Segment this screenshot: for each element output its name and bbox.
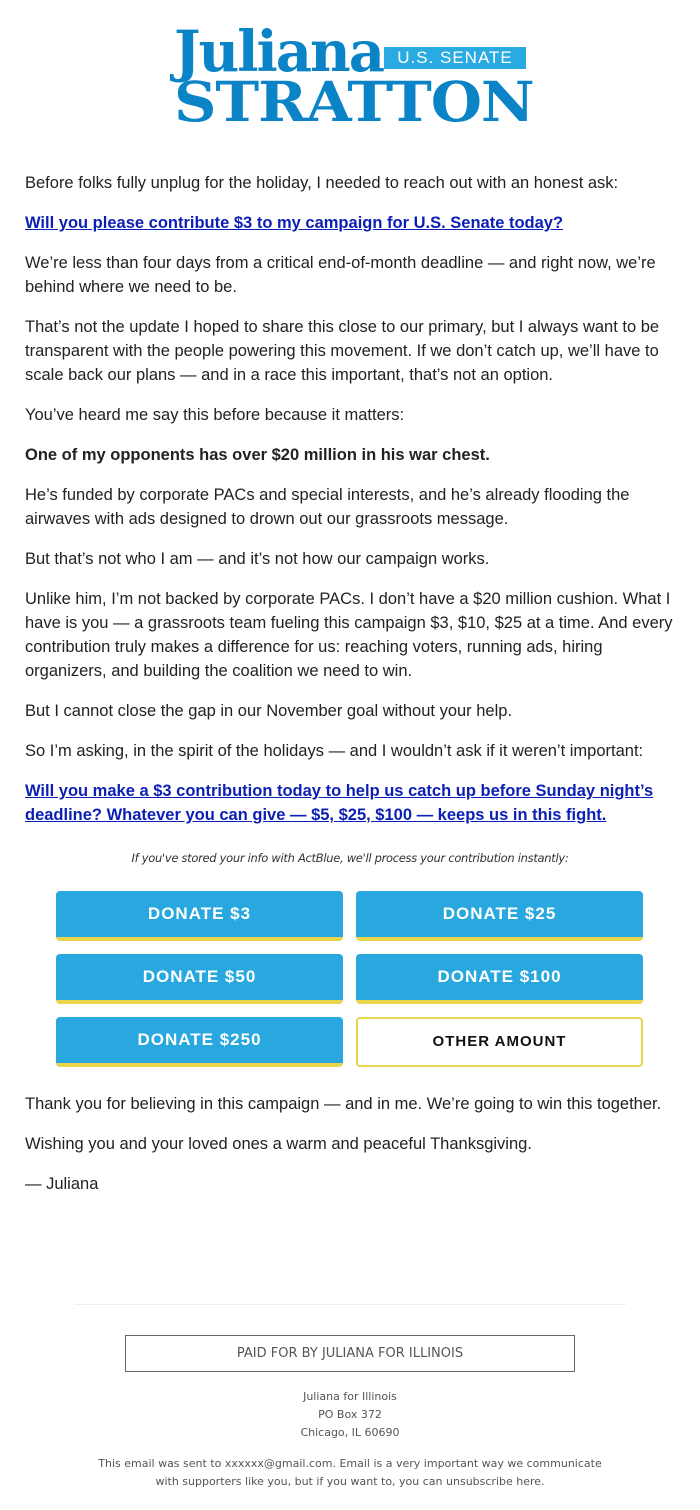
donate-250-button[interactable]: DONATE $250: [56, 1017, 343, 1067]
email-body: [25, 171, 680, 843]
paragraph: Before folks fully unplug for the holiday, I needed to reach out with an honest ask:: [25, 174, 619, 192]
divider: [74, 1304, 626, 1305]
logo-senate-badge: U.S. SENATE: [384, 47, 526, 69]
contribute-link[interactable]: Will you please contribute $3 to my campaign for U.S. Senate today?: [25, 214, 564, 232]
paragraph: You’ve heard me say this before because it matters:: [25, 406, 405, 424]
other-amount-button[interactable]: OTHER AMOUNT: [356, 1017, 643, 1067]
paid-for-disclaimer: PAID FOR BY JULIANA FOR ILLINOIS: [125, 1335, 575, 1372]
campaign-logo: [174, 19, 534, 134]
paragraph: But I cannot close the gap in our November goal without your help.: [25, 702, 513, 720]
address-line: PO Box 372: [318, 1408, 382, 1421]
donate-50-button[interactable]: DONATE $50: [56, 954, 343, 1004]
paragraph-bold: One of my opponents has over $20 million in his war chest.: [25, 446, 490, 464]
unsubscribe-notice[interactable]: This email was sent to xxxxxx@gmail.com. Email is a very important way we communicate with supporters like you, but if you want to, you can unsubscribe here.: [98, 1457, 602, 1488]
paragraph: Wishing you and your loved ones a warm and peaceful Thanksgiving.: [25, 1135, 532, 1153]
signature: — Juliana: [25, 1175, 99, 1193]
donate-3-button[interactable]: DONATE $3: [56, 891, 343, 941]
mailing-address: [0, 1388, 700, 1442]
contribute-link-2[interactable]: Will you make a $3 contribution today to help us catch up before Sunday night’s deadline? Whatever you can give — $5, $25, $100 — keeps us in this fight.: [25, 782, 654, 824]
address-line: Juliana for Illinois: [303, 1390, 397, 1403]
donate-25-button[interactable]: DONATE $25: [356, 891, 643, 941]
address-line: Chicago, IL 60690: [300, 1426, 400, 1439]
closing: [25, 1092, 680, 1212]
donate-100-button[interactable]: DONATE $100: [356, 954, 643, 1004]
actblue-note: If you've stored your info with ActBlue, we'll process your contribution instantly:: [131, 851, 569, 865]
logo-last-name: STRATTON: [174, 69, 534, 134]
paragraph: Thank you for believing in this campaign — and in me. We’re going to win this together.: [25, 1095, 662, 1113]
paragraph: So I’m asking, in the spirit of the holidays — and I wouldn’t ask if it weren’t important:: [25, 742, 644, 760]
paragraph: We’re less than four days from a critical end-of-month deadline — and right now, we’re behind where we need to be.: [25, 254, 656, 296]
paragraph: He’s funded by corporate PACs and special interests, and he’s already flooding the airwaves with ads designed to drown out our grassroots message.: [25, 486, 630, 528]
logo-first-name: Juliana: [174, 19, 384, 85]
paragraph: But that’s not who I am — and it’s not how our campaign works.: [25, 550, 490, 568]
paragraph: That’s not the update I hoped to share this close to our primary, but I always want to be transparent with the people powering this movement. If we don’t catch up, we’ll have to scale back our plans — and in a race this important, that’s not an option.: [25, 318, 660, 384]
paragraph: Unlike him, I’m not backed by corporate PACs. I don’t have a $20 million cushion. What I have is you — a grassroots team fueling this campaign $3, $10, $25 at a time. And every contribution truly makes a difference for us: reaching voters, running ads, hiring organizers, and building the coalition we need to win.: [25, 590, 673, 680]
